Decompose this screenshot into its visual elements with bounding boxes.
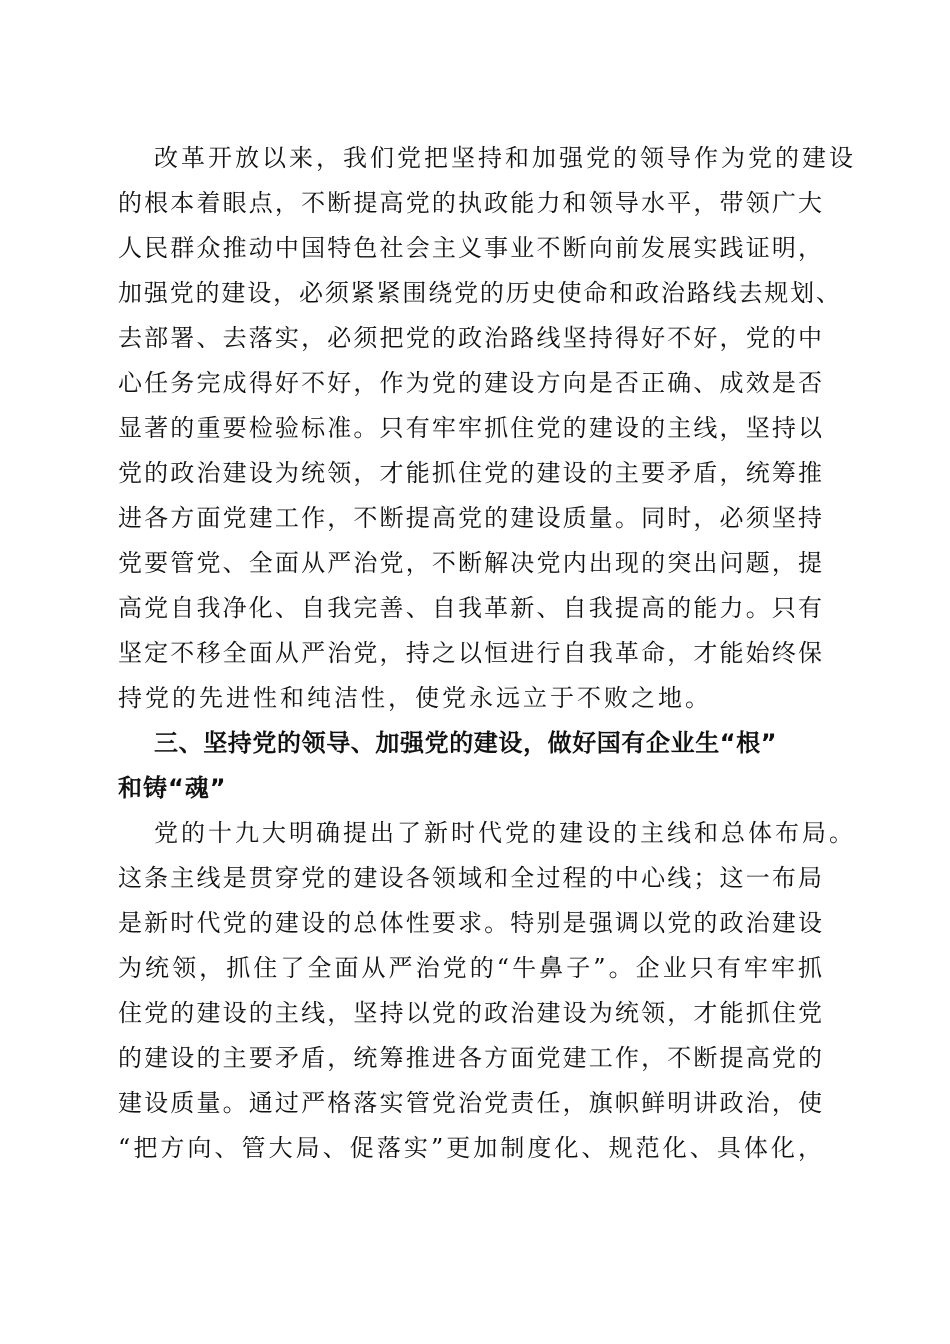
text-line: 高党自我净化、自我完善、自我革新、自我提高的能力。只有: [118, 594, 822, 622]
text-line: 的建设的主要矛盾，统筹推进各方面党建工作，不断提高党的: [118, 1044, 822, 1072]
text-line: 是新时代党的建设的总体性要求。特别是强调以党的政治建设: [118, 909, 822, 937]
text-line: 持党的先进性和纯洁性，使党永远立于不败之地。: [118, 684, 712, 712]
text-line: 去部署、去落实，必须把党的政治路线坚持得好不好，党的中: [118, 324, 822, 352]
text-line: 党的政治建设为统领，才能抓住党的建设的主要矛盾，统筹推: [118, 459, 822, 487]
text-line: 党的十九大明确提出了新时代党的建设的主线和总体布局。: [154, 819, 856, 847]
heading-line: 和铸“魂”: [118, 774, 227, 802]
text-line: 坚定不移全面从严治党，持之以恒进行自我革命，才能始终保: [118, 639, 822, 667]
text-line: 为统领，抓住了全面从严治党的“牛鼻子”。企业只有牢牢抓: [118, 954, 822, 982]
text-line: 加强党的建设，必须紧紧围绕党的历史使命和政治路线去规划、: [118, 279, 840, 307]
text-line: 显著的重要检验标准。只有牢牢抓住党的建设的主线，坚持以: [118, 414, 822, 442]
text-line: 党要管党、全面从严治党，不断解决党内出现的突出问题，提: [118, 549, 822, 577]
text-line: 心任务完成得好不好，作为党的建设方向是否正确、成效是否: [118, 369, 822, 397]
text-line: 建设质量。通过严格落实管党治党责任，旗帜鲜明讲政治，使: [118, 1089, 822, 1117]
text-line: 改革开放以来，我们党把坚持和加强党的领导作为党的建设: [154, 144, 856, 172]
heading-line: 三、坚持党的领导、加强党的建设，做好国有企业生“根”: [154, 729, 778, 757]
text-line: 的根本着眼点，不断提高党的执政能力和领导水平，带领广大: [118, 189, 822, 217]
text-line: 这条主线是贯穿党的建设各领域和全过程的中心线；这一布局: [118, 864, 822, 892]
text-line: 住党的建设的主线，坚持以党的政治建设为统领，才能抓住党: [118, 999, 822, 1027]
text-line: 人民群众推动中国特色社会主义事业不断向前发展实践证明，: [118, 234, 822, 262]
text-line: 进各方面党建工作，不断提高党的建设质量。同时，必须坚持: [118, 504, 822, 532]
text-line: “把方向、管大局、促落实”更加制度化、规范化、具体化，: [118, 1134, 822, 1162]
